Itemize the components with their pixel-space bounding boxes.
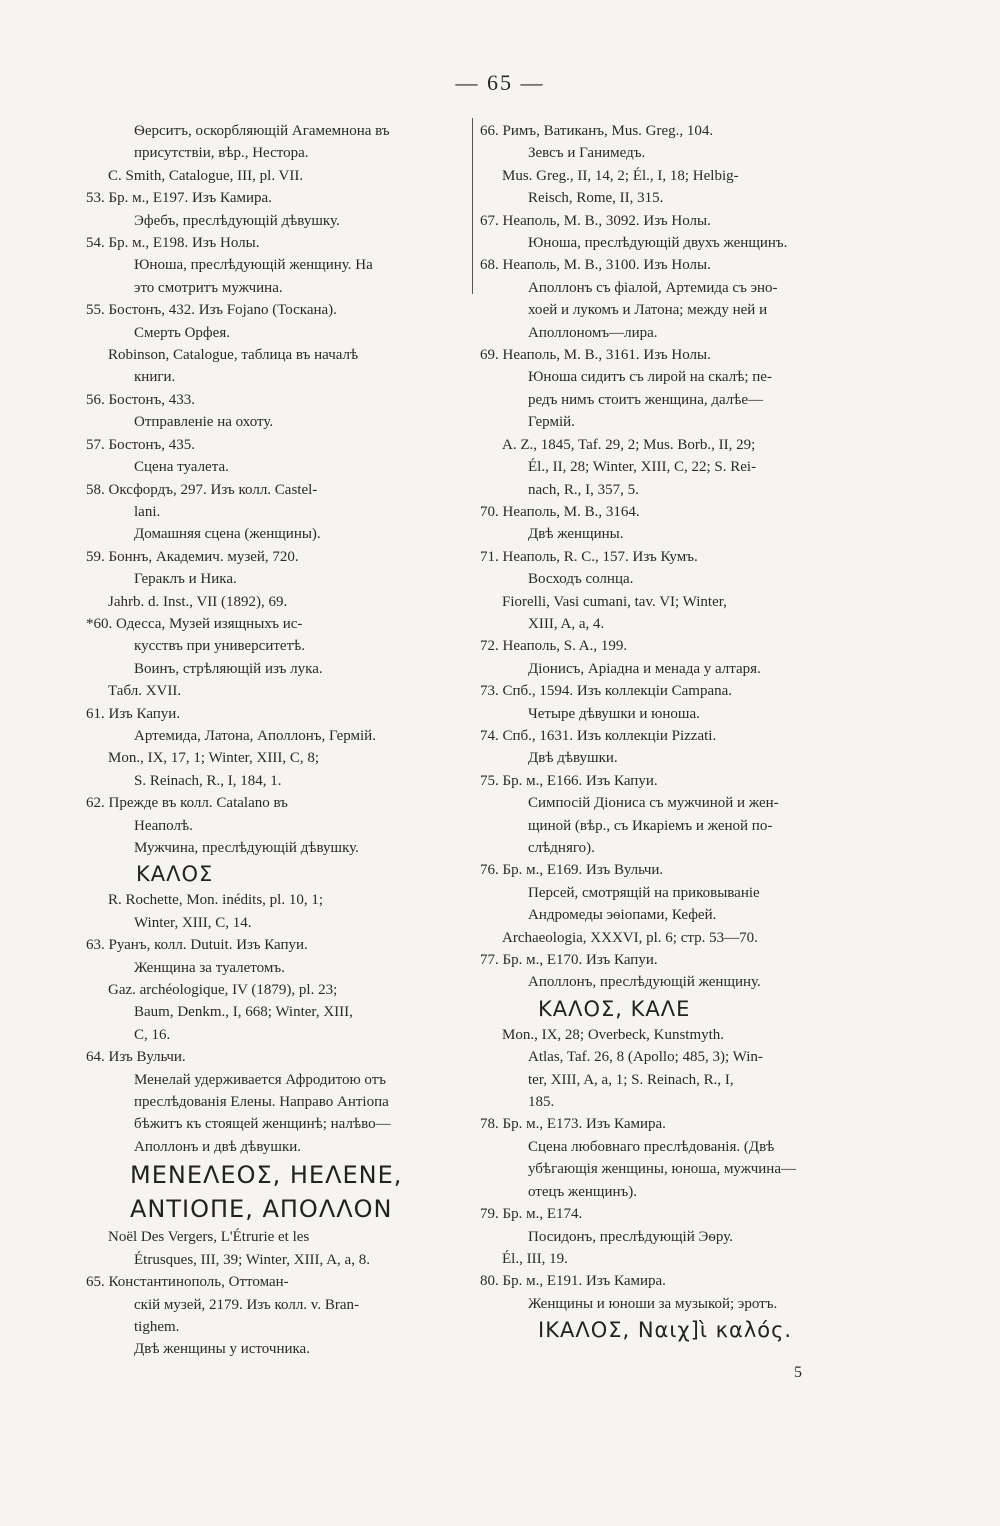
- catalog-line: Менелай удерживается Афродитою отъ: [134, 1071, 387, 1088]
- catalog-line: хоей и лукомъ и Латона; между ней и: [528, 302, 768, 319]
- catalog-line: lani.: [134, 503, 161, 520]
- catalog-line: Посидонъ, преслѣдующій Эѳру.: [528, 1228, 733, 1245]
- catalog-line: присутствіи, вѣр., Нестора.: [134, 145, 309, 162]
- catalog-line: 73. Спб., 1594. Изъ коллекціи Campana.: [480, 683, 733, 700]
- catalog-line: 80. Бр. м., E191. Изъ Камира.: [480, 1273, 666, 1290]
- catalog-line: Юноша, преслѣдующій двухъ женщинъ.: [528, 235, 788, 252]
- greek-inscription: ΚΑΛΟΣ: [136, 862, 214, 887]
- catalog-line: *60. Одесса, Музей изящныхъ ис-: [86, 615, 303, 632]
- catalog-line: 59. Боннъ, Академич. музей, 720.: [86, 548, 299, 565]
- catalog-line: Étrusques, III, 39; Winter, XIII, A, a, 8.: [134, 1251, 370, 1268]
- catalog-line: Юноша сидитъ съ лирой на скалѣ; пе-: [528, 369, 772, 386]
- catalog-line: Табл. XVII.: [108, 683, 182, 700]
- catalog-line: Мужчина, преслѣдующій дѣвушку.: [134, 840, 359, 856]
- catalog-line: 62. Прежде въ колл. Catalano въ: [86, 795, 288, 812]
- catalog-line: 71. Неаполь, R. C., 157. Изъ Кумъ.: [480, 548, 698, 565]
- catalog-line: Mon., IX, 17, 1; Winter, XIII, C, 8;: [108, 750, 319, 767]
- catalog-line: Аполлонъ, преслѣдующій женщину.: [528, 974, 761, 991]
- catalog-line: 69. Неаполь, М. В., 3161. Изъ Нолы.: [480, 347, 711, 364]
- greek-inscription: ΚΑΛΟΣ, ΚΑΛΕ: [538, 996, 691, 1021]
- catalog-line: 70. Неаполь, М. В., 3164.: [480, 503, 640, 520]
- catalog-line: Mus. Greg., II, 14, 2; Él., I, 18; Helbig-: [502, 167, 739, 184]
- catalog-line: 57. Бостонъ, 435.: [86, 436, 196, 453]
- catalog-line: nach, R., I, 357, 5.: [528, 481, 639, 498]
- catalog-line: Четыре дѣвушки и юноша.: [528, 705, 700, 722]
- catalog-line: Эфебъ, преслѣдующій дѣвушку.: [134, 212, 340, 229]
- right-column: [480, 120, 862, 1345]
- catalog-line: 68. Неаполь, М. В., 3100. Изъ Нолы.: [480, 257, 711, 274]
- left-column: [86, 120, 461, 1361]
- catalog-line: XIII, A, a, 4.: [528, 615, 605, 632]
- catalog-line: Gaz. archéologique, IV (1879), pl. 23;: [108, 982, 338, 999]
- catalog-line: кусствъ при университетѣ.: [134, 638, 306, 655]
- catalog-line: Сцена любовнаго преслѣдованія. (Двѣ: [528, 1138, 775, 1155]
- catalog-line: Winter, XIII, C, 14.: [134, 914, 252, 931]
- catalog-line: Двѣ женщины.: [528, 526, 624, 543]
- catalog-line: Персей, смотрящій на приковываніе: [528, 884, 760, 901]
- catalog-line: Él., III, 19.: [502, 1250, 568, 1267]
- catalog-line: Baum, Denkm., I, 668; Winter, XIII,: [134, 1004, 353, 1021]
- catalog-line: Robinson, Catalogue, таблица въ началѣ: [108, 347, 359, 364]
- catalog-line: 76. Бр. м., E169. Изъ Вульчи.: [480, 862, 664, 879]
- catalog-line: Reisch, Rome, II, 315.: [528, 190, 664, 207]
- page-number: — 65 —: [455, 70, 545, 95]
- catalog-line: tighem.: [134, 1318, 180, 1335]
- catalog-line: Atlas, Taf. 26, 8 (Apollo; 485, 3); Win-: [528, 1049, 763, 1066]
- catalog-line: щиной (вѣр., съ Икаріемъ и женой по-: [528, 817, 773, 834]
- catalog-line: Аполлонъ и двѣ дѣвушки.: [134, 1138, 302, 1155]
- catalog-line: 66. Римъ, Ватиканъ, Mus. Greg., 104.: [480, 123, 714, 139]
- catalog-line: Симпосій Діониса съ мужчиной и жен-: [528, 795, 779, 812]
- catalog-line: отецъ женщинъ).: [528, 1183, 638, 1200]
- catalog-line: 65. Константинополь, Оттоман-: [86, 1274, 289, 1291]
- greek-inscription: ANTIOΠE, AΠOΛΛON: [130, 1195, 393, 1224]
- catalog-line: Отправленіе на охоту.: [134, 414, 274, 431]
- catalog-line: 75. Бр. м., E166. Изъ Капуи.: [480, 772, 658, 789]
- catalog-line: Mon., IX, 28; Overbeck, Kunstmyth.: [502, 1026, 725, 1043]
- catalog-line: Неаполѣ.: [134, 817, 193, 834]
- catalog-line: Ѳерситъ, оскорбляющій Агамемнона въ: [134, 123, 390, 139]
- catalog-line: 78. Бр. м., E173. Изъ Камира.: [480, 1116, 666, 1133]
- catalog-line: 72. Неаполь, S. A., 199.: [480, 638, 628, 655]
- catalog-line: Jahrb. d. Inst., VII (1892), 69.: [108, 593, 288, 610]
- catalog-line: Гераклъ и Ника.: [134, 571, 237, 588]
- catalog-line: Воинъ, стрѣляющій изъ лука.: [134, 660, 323, 677]
- catalog-line: Женщины и юноши за музыкой; эротъ.: [528, 1295, 778, 1312]
- catalog-line: 74. Спб., 1631. Изъ коллекціи Pizzati.: [480, 727, 717, 744]
- catalog-line: слѣдняго).: [528, 840, 595, 856]
- catalog-line: 64. Изъ Вульчи.: [86, 1049, 186, 1066]
- catalog-line: C. Smith, Catalogue, III, pl. VII.: [108, 167, 304, 184]
- catalog-line: 79. Бр. м., E174.: [480, 1206, 583, 1223]
- catalog-line: Восходъ солнца.: [528, 571, 634, 588]
- catalog-line: Діонисъ, Аріадна и менада у алтаря.: [528, 660, 761, 677]
- catalog-line: R. Rochette, Mon. inédits, pl. 10, 1;: [108, 892, 323, 909]
- catalog-line: скій музей, 2179. Изъ колл. v. Bran-: [134, 1296, 359, 1313]
- catalog-line: бѣжитъ къ стоящей женщинѣ; налѣво—: [134, 1116, 391, 1133]
- catalog-line: Юноша, преслѣдующій женщину. На: [134, 257, 373, 274]
- greek-inscription: MENEΛEOΣ, HEΛENE,: [130, 1161, 403, 1190]
- catalog-line: редъ нимъ стоитъ женщина, далѣе—: [528, 391, 764, 408]
- catalog-line: 185.: [528, 1094, 555, 1111]
- catalog-line: C, 16.: [134, 1026, 171, 1043]
- catalog-line: 63. Руанъ, колл. Dutuit. Изъ Капуи.: [86, 937, 308, 954]
- catalog-line: 56. Бостонъ, 433.: [86, 391, 196, 408]
- catalog-line: преслѣдованія Елены. Направо Антіопа: [134, 1094, 389, 1111]
- catalog-line: Двѣ женщины у источника.: [134, 1341, 310, 1358]
- catalog-line: убѣгающія женщины, юноша, мужчина—: [528, 1161, 796, 1178]
- catalog-line: Fiorelli, Vasi cumani, tav. VI; Winter,: [502, 593, 727, 610]
- catalog-line: Аполлономъ—лира.: [528, 324, 658, 341]
- catalog-line: Артемида, Латона, Аполлонъ, Гермій.: [134, 727, 376, 744]
- greek-inscription: ΙΚΑΛΟΣ, Ναιχ]ὶ καλός.: [538, 1318, 793, 1343]
- catalog-line: 58. Оксфордъ, 297. Изъ колл. Castel-: [86, 481, 318, 498]
- catalog-line: 67. Неаполь, М. В., 3092. Изъ Нолы.: [480, 212, 711, 229]
- catalog-line: Зевсъ и Ганимедъ.: [528, 145, 646, 162]
- catalog-line: A. Z., 1845, Taf. 29, 2; Mus. Borb., II, 29;: [502, 436, 756, 453]
- catalog-line: 53. Бр. м., E197. Изъ Камира.: [86, 190, 272, 207]
- catalog-line: Женщина за туалетомъ.: [134, 959, 285, 976]
- catalog-line: Archaeologia, XXXVI, pl. 6; стр. 53—70.: [502, 929, 758, 946]
- catalog-line: 54. Бр. м., E198. Изъ Нолы.: [86, 235, 260, 252]
- catalog-line: Домашняя сцена (женщины).: [134, 526, 321, 543]
- catalog-line: Двѣ дѣвушки.: [528, 750, 618, 767]
- catalog-line: Смерть Орфея.: [134, 324, 230, 341]
- footer-signature-number: 5: [794, 1364, 802, 1381]
- catalog-line: Аполлонъ съ фіалой, Артемида съ эно-: [528, 279, 778, 296]
- catalog-line: Сцена туалета.: [134, 459, 229, 476]
- catalog-line: 77. Бр. м., E170. Изъ Капуи.: [480, 952, 658, 969]
- catalog-line: Él., II, 28; Winter, XIII, C, 22; S. Rei-: [528, 459, 757, 476]
- column-divider: [472, 118, 473, 294]
- catalog-line: Гермій.: [528, 414, 575, 431]
- catalog-line: S. Reinach, R., I, 184, 1.: [134, 772, 282, 789]
- catalog-line: 55. Бостонъ, 432. Изъ Fojano (Тоскана).: [86, 302, 337, 319]
- catalog-line: ter, XIII, A, a, 1; S. Reinach, R., I,: [528, 1071, 734, 1088]
- catalog-line: 61. Изъ Капуи.: [86, 705, 181, 722]
- catalog-line: книги.: [134, 369, 176, 386]
- catalog-line: Noël Des Vergers, L'Étrurie et les: [108, 1229, 310, 1246]
- catalog-line: это смотритъ мужчина.: [134, 279, 283, 296]
- catalog-line: Андромеды эѳіопами, Кефей.: [528, 907, 717, 924]
